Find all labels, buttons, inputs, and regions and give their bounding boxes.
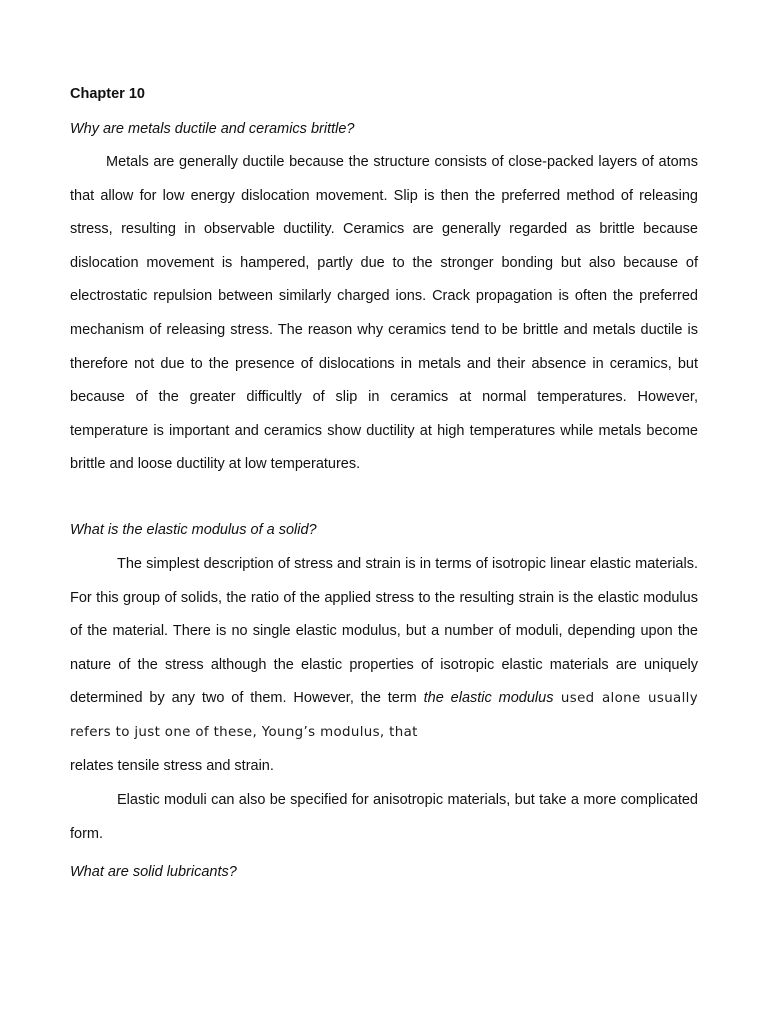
paragraph-elastic-end: relates tensile stress and strain. — [70, 758, 274, 774]
question-elastic-modulus: What is the elastic modulus of a solid? — [70, 522, 317, 538]
question-ductility: Why are metals ductile and ceramics brittle? — [70, 121, 355, 137]
question-solid-lubricants: What are solid lubricants? — [70, 864, 237, 880]
elastic-text-rest: used alone usually refers to just one of these, Young’s modulus, that — [70, 691, 698, 740]
paragraph-elastic-modulus — [70, 548, 698, 750]
chapter-heading: Chapter 10 — [70, 86, 145, 102]
elastic-term: the elastic modulus — [423, 690, 554, 707]
elastic-text-lead: The simplest description of stress and strain is in terms of isotropic linear elastic materials. For this group of solids, the ratio of the applied stress to the resulting strain is the elastic modulus of the material. There is no single elastic modulus, but a number of moduli, depending upon the nature of the stress although the elastic properties of isotropic elastic materials are uniquely determined by any two of them. However, the term — [70, 556, 698, 707]
paragraph-anisotropic: Elastic moduli can also be specified for anisotropic materials, but take a more complicated form. — [70, 792, 698, 842]
paragraph-ductility: Metals are generally ductile because the structure consists of close-packed layers of atoms that allow for low energy dislocation movement. Slip is then the preferred method of releasing stress, resulting in observable ductility. Ceramics are generally regarded as brittle because dislocation movement is hampered, partly due to the stronger bonding but also because of electrostatic repulsion between similarly charged ions. Crack propagation is often the preferred mechanism of releasing stress. The reason why ceramics tend to be brittle and metals ductile is therefore not due to the presence of dislocations in metals and their absence in ceramics, but because of the greater difficultly of slip in ceramics at normal temperatures. However, temperature is important and ceramics show ductility at high temperatures while metals become brittle and loose ductility at low temperatures. — [70, 154, 698, 473]
